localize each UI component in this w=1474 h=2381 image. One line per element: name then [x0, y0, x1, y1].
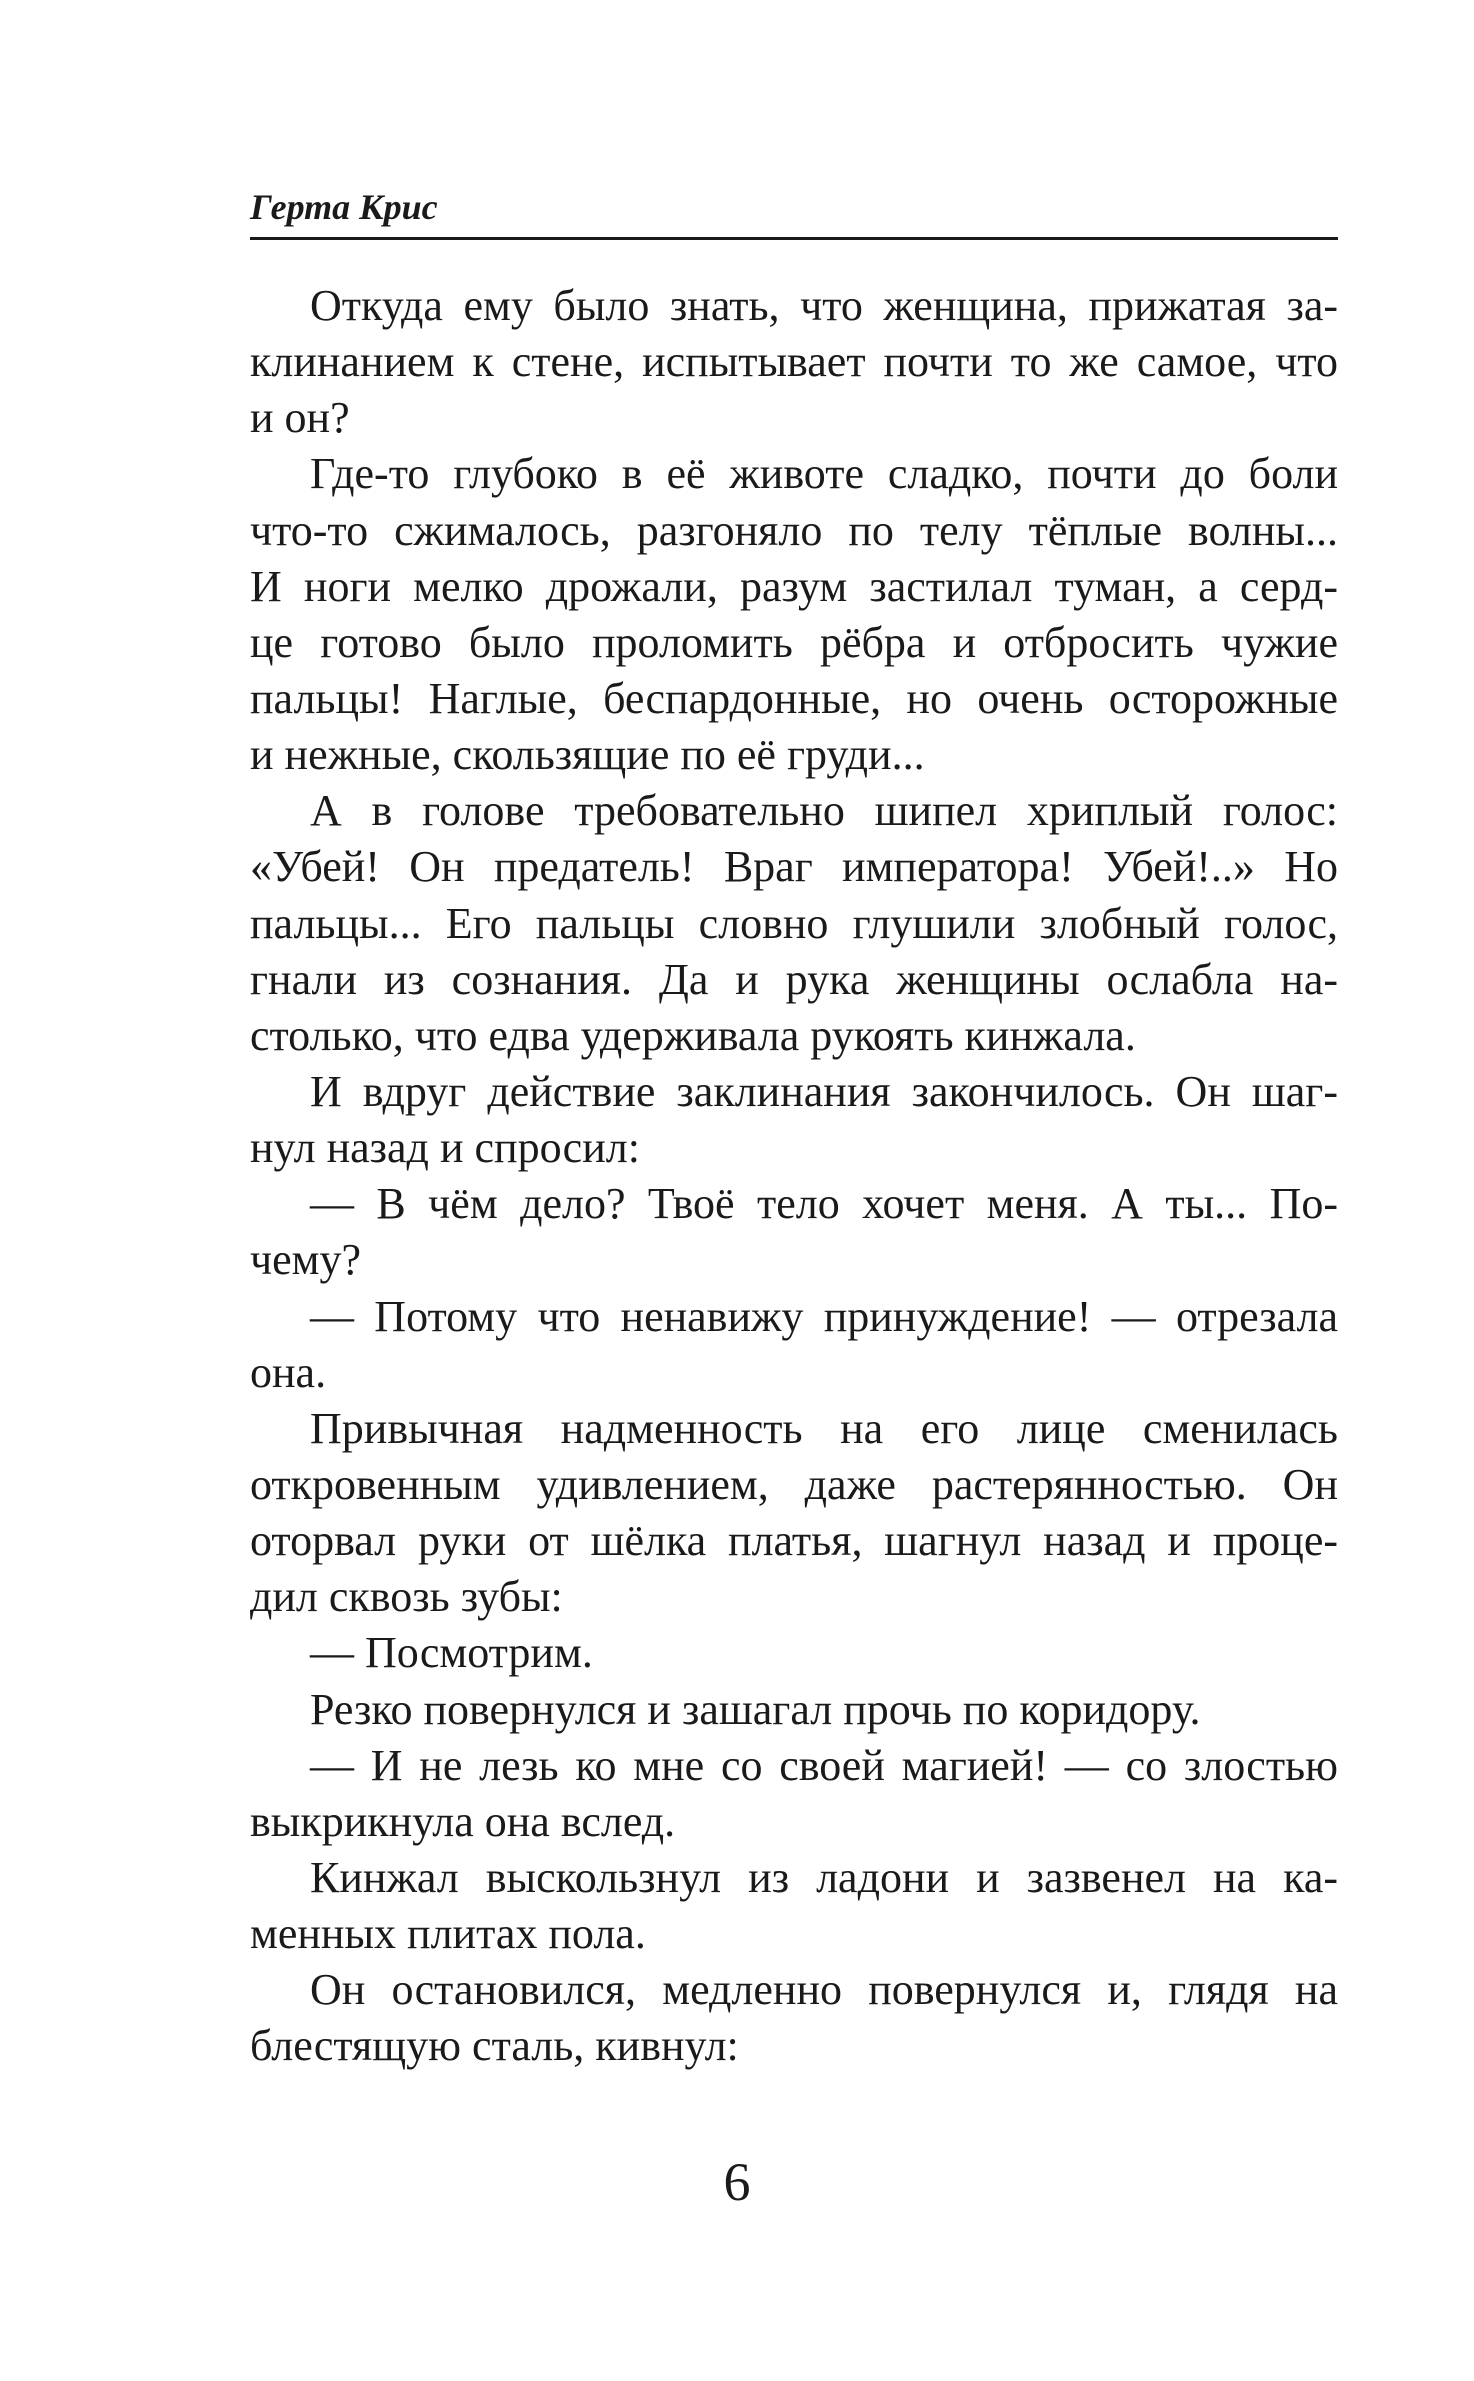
- text-line: пальцы... Его пальцы словно глушили злобный голос,: [250, 898, 1338, 948]
- text-line: И вдруг действие заклинания закончилось. Он шаг-: [310, 1066, 1338, 1116]
- text-line: дил сквозь зубы:: [250, 1572, 563, 1622]
- text-line: гнали из сознания. Да и рука женщины ослабла на-: [250, 954, 1338, 1004]
- text-line: — И не лезь ко мне со своей магией! — со злостью: [310, 1740, 1338, 1790]
- text-line: — В чём дело? Твоё тело хочет меня. А ты... По-: [310, 1179, 1338, 1229]
- text-line: пальцы! Наглые, беспардонные, но очень осторожные: [250, 673, 1338, 723]
- text-line: столько, что едва удерживала рукоять кинжала.: [250, 1010, 1136, 1060]
- text-line: — Посмотрим.: [310, 1628, 593, 1678]
- text-line: — Потому что ненавижу принуждение! — отрезала: [310, 1291, 1338, 1341]
- text-line: «Убей! Он предатель! Враг императора! Убей!..» Но: [250, 842, 1338, 892]
- running-head: Герта Крис: [250, 187, 438, 227]
- text-line: выкрикнула она вслед.: [250, 1796, 676, 1846]
- text-line: це готово было проломить рёбра и отбросить чужие: [250, 617, 1338, 667]
- text-line: блестящую сталь, кивнул:: [250, 2021, 739, 2071]
- text-line: А в голове требовательно шипел хриплый голос:: [310, 786, 1338, 836]
- text-line: откровенным удивлением, даже растерянностью. Он: [250, 1459, 1338, 1509]
- text-line: она.: [250, 1347, 327, 1397]
- text-line: Он остановился, медленно повернулся и, глядя на: [310, 1965, 1338, 2015]
- text-line: менных плитах пола.: [250, 1909, 646, 1959]
- text-line: Где-то глубоко в её животе сладко, почти до боли: [310, 449, 1338, 499]
- text-line: нул назад и спросил:: [250, 1123, 640, 1173]
- text-line: Откуда ему было знать, что женщина, прижатая за-: [310, 281, 1338, 330]
- text-line: Привычная надменность на его лице сменилась: [310, 1403, 1338, 1453]
- text-line: что-то сжималось, разгоняло по телу тёплые волны...: [250, 505, 1338, 555]
- text-line: и он?: [250, 393, 350, 443]
- header-rule: [250, 237, 1338, 240]
- page-number: 6: [723, 2152, 751, 2212]
- text-line: И ноги мелко дрожали, разум застилал туман, а серд-: [250, 561, 1338, 611]
- text-line: Резко повернулся и зашагал прочь по коридору.: [310, 1684, 1201, 1734]
- text-line: чему?: [250, 1235, 362, 1285]
- text-line: и нежные, скользящие по её груди...: [250, 730, 925, 780]
- text-line: клинанием к стене, испытывает почти то же самое, что: [250, 337, 1338, 387]
- text-line: Кинжал выскользнул из ладони и зазвенел на ка-: [310, 1852, 1338, 1902]
- body-text: [250, 278, 1338, 2075]
- text-line: оторвал руки от шёлка платья, шагнул назад и проце-: [250, 1516, 1338, 1566]
